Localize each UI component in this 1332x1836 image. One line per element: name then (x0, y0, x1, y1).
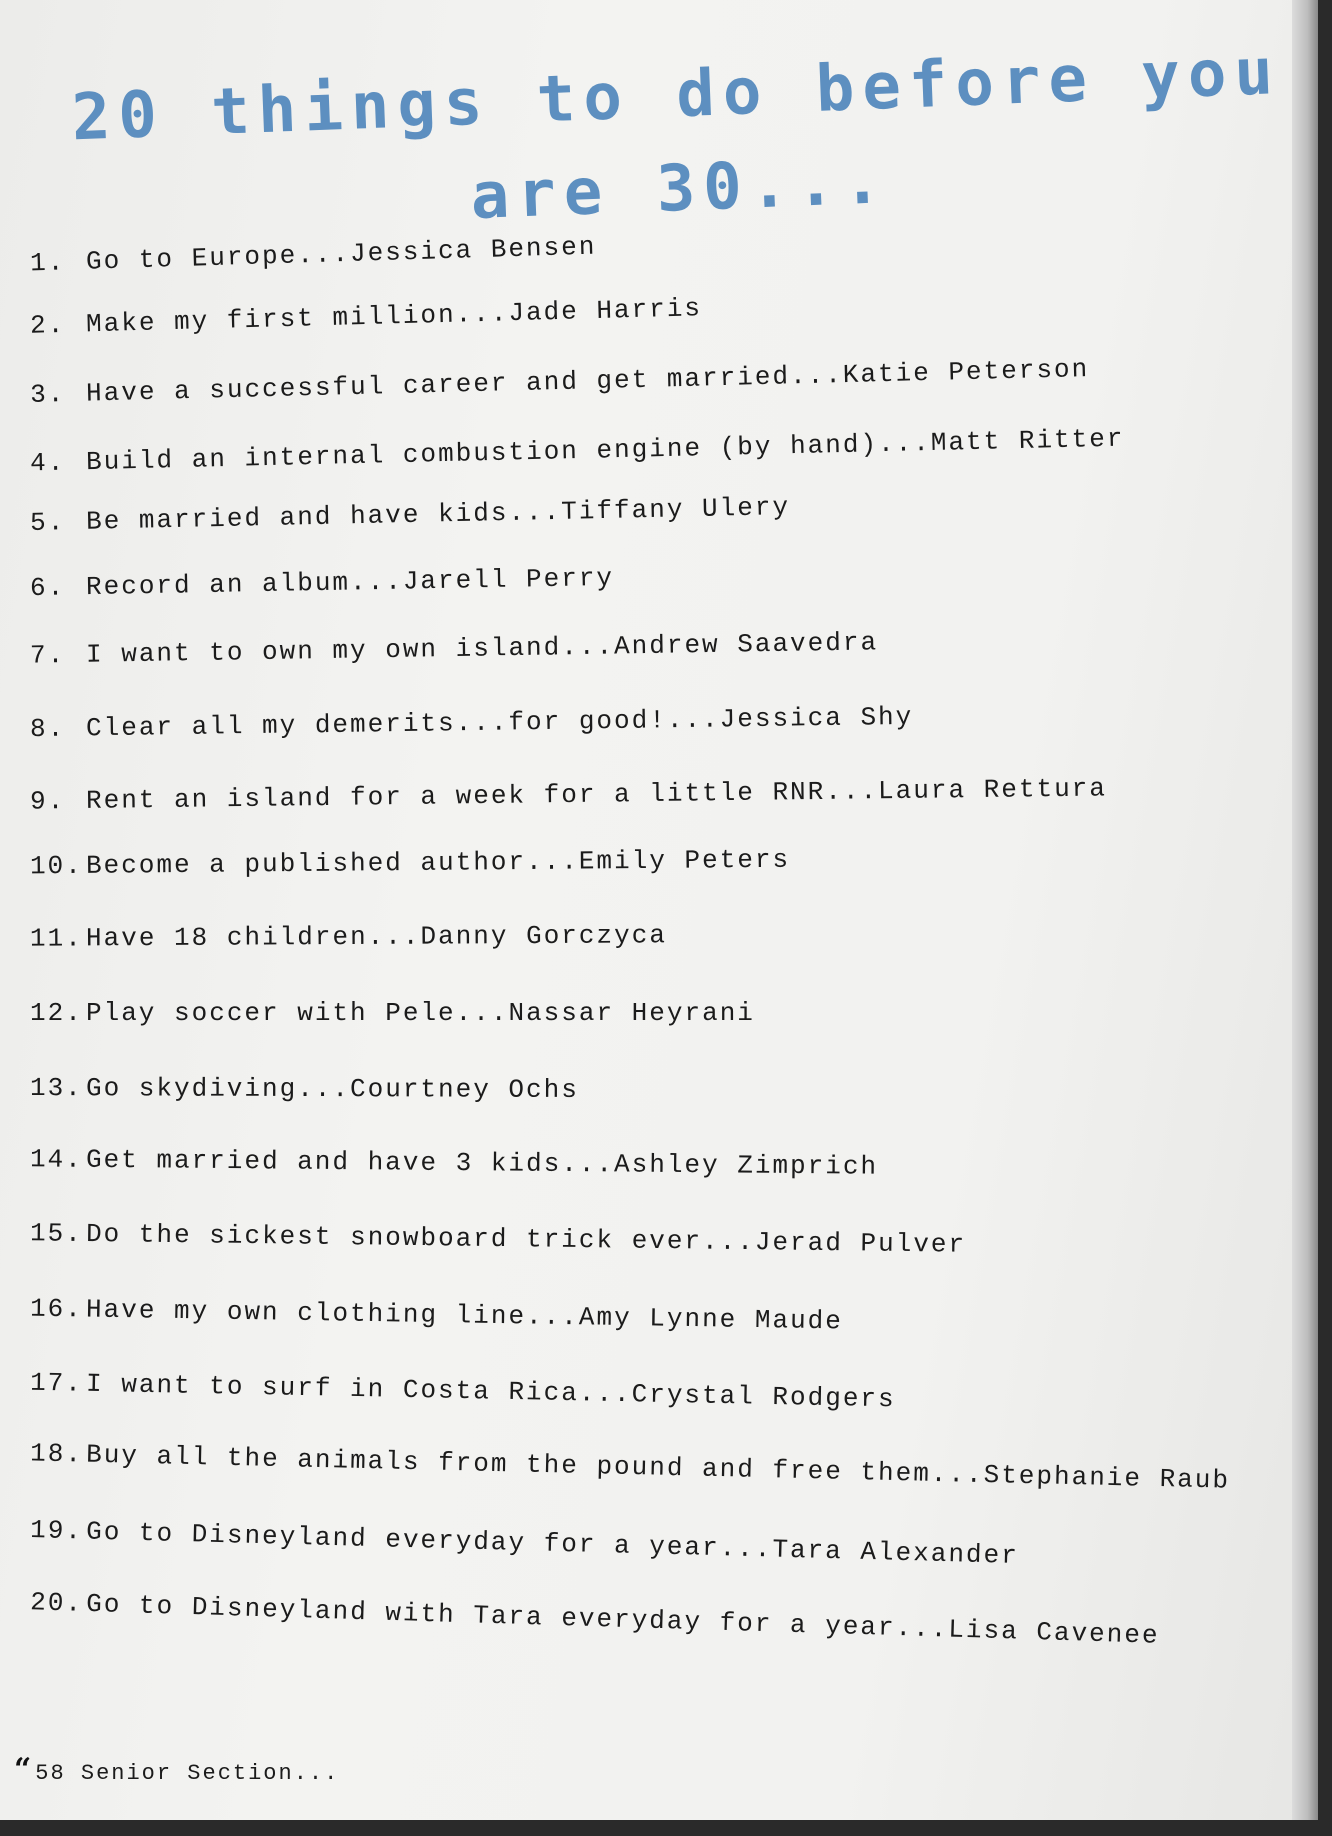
item-number: 13. (29, 1073, 83, 1104)
item-text: Buy all the animals from the pound and free them...Stephanie Raub (85, 1439, 1231, 1496)
item-number: 15. (29, 1218, 84, 1249)
quote-mark-icon: “ (14, 1752, 34, 1787)
list-item (30, 1218, 966, 1259)
item-number: 4. (29, 447, 66, 479)
item-text: Clear all my demerits...for good!...Jessica Shy (85, 701, 914, 744)
item-number: 6. (29, 572, 66, 604)
list-item (30, 773, 1107, 816)
item-number: 11. (29, 923, 83, 954)
item-number: 1. (29, 247, 66, 279)
list-item (30, 563, 615, 603)
item-number: 2. (29, 309, 66, 341)
book-spine-shadow (1292, 0, 1318, 1820)
item-number: 8. (29, 713, 66, 745)
item-text: Go to Europe...Jessica Bensen (85, 231, 597, 277)
item-text: Have 18 children...Danny Gorczyca (85, 920, 667, 954)
list-item (30, 702, 914, 744)
list-item (30, 293, 703, 341)
list-item (30, 1144, 878, 1181)
item-number: 17. (29, 1367, 84, 1399)
list-item (30, 354, 1090, 410)
item-number: 16. (29, 1293, 84, 1325)
item-number: 19. (29, 1515, 84, 1547)
item-text: Become a published author...Emily Peters (85, 844, 791, 881)
item-text: Be married and have kids...Tiffany Ulery (85, 492, 791, 537)
item-text: I want to own my own island...Andrew Saavedra (85, 627, 879, 670)
item-number: 20. (29, 1587, 84, 1619)
list-item (30, 1515, 1019, 1571)
item-text: Build an internal combustion engine (by hand)...Matt Ritter (85, 423, 1125, 478)
item-number: 12. (30, 998, 83, 1028)
list-item (30, 920, 667, 953)
item-number: 18. (29, 1438, 84, 1470)
list-item (30, 1294, 843, 1337)
item-text: Record an album...Jarell Perry (85, 562, 615, 603)
item-text: Rent an island for a week for a little RNR...Laura Rettura (85, 773, 1108, 816)
item-text: Do the sickest snowboard trick ever...Jerad Pulver (85, 1218, 967, 1260)
item-text: Have a successful career and get married...Katie Peterson (85, 354, 1090, 409)
list-item (30, 1587, 1160, 1651)
footer-text: 58 Senior Section... (35, 1761, 340, 1786)
item-text: Play soccer with Pele...Nassar Heyrani (86, 998, 755, 1028)
list-item (30, 1438, 1231, 1495)
item-text: Make my first million...Jade Harris (85, 293, 703, 340)
item-text: Go skydiving...Courtney Ochs (85, 1073, 579, 1105)
item-number: 10. (29, 850, 83, 882)
item-number: 14. (29, 1144, 83, 1175)
list-item (30, 492, 791, 538)
list-item (30, 627, 878, 670)
item-number: 3. (29, 379, 66, 410)
list-item (30, 1073, 579, 1105)
list-item (30, 998, 755, 1028)
item-text: Get married and have 3 kids...Ashley Zimprich (85, 1144, 879, 1182)
item-text: Have my own clothing line...Amy Lynne Maude (85, 1294, 844, 1337)
list-item (30, 1368, 896, 1415)
page-footer (14, 1752, 339, 1787)
item-number: 5. (29, 507, 66, 538)
item-text: Go to Disneyland everyday for a year...Tara Alexander (85, 1516, 1020, 1571)
list-item (30, 845, 790, 882)
item-text: I want to surf in Costa Rica...Crystal Rodgers (85, 1368, 896, 1415)
item-number: 7. (29, 640, 66, 671)
list-item (30, 424, 1125, 479)
item-text: Go to Disneyland with Tara everyday for a year...Lisa Cavenee (85, 1588, 1160, 1651)
page-title: 20 things to do before you are 30... (70, 34, 1283, 235)
item-number: 9. (29, 786, 66, 817)
